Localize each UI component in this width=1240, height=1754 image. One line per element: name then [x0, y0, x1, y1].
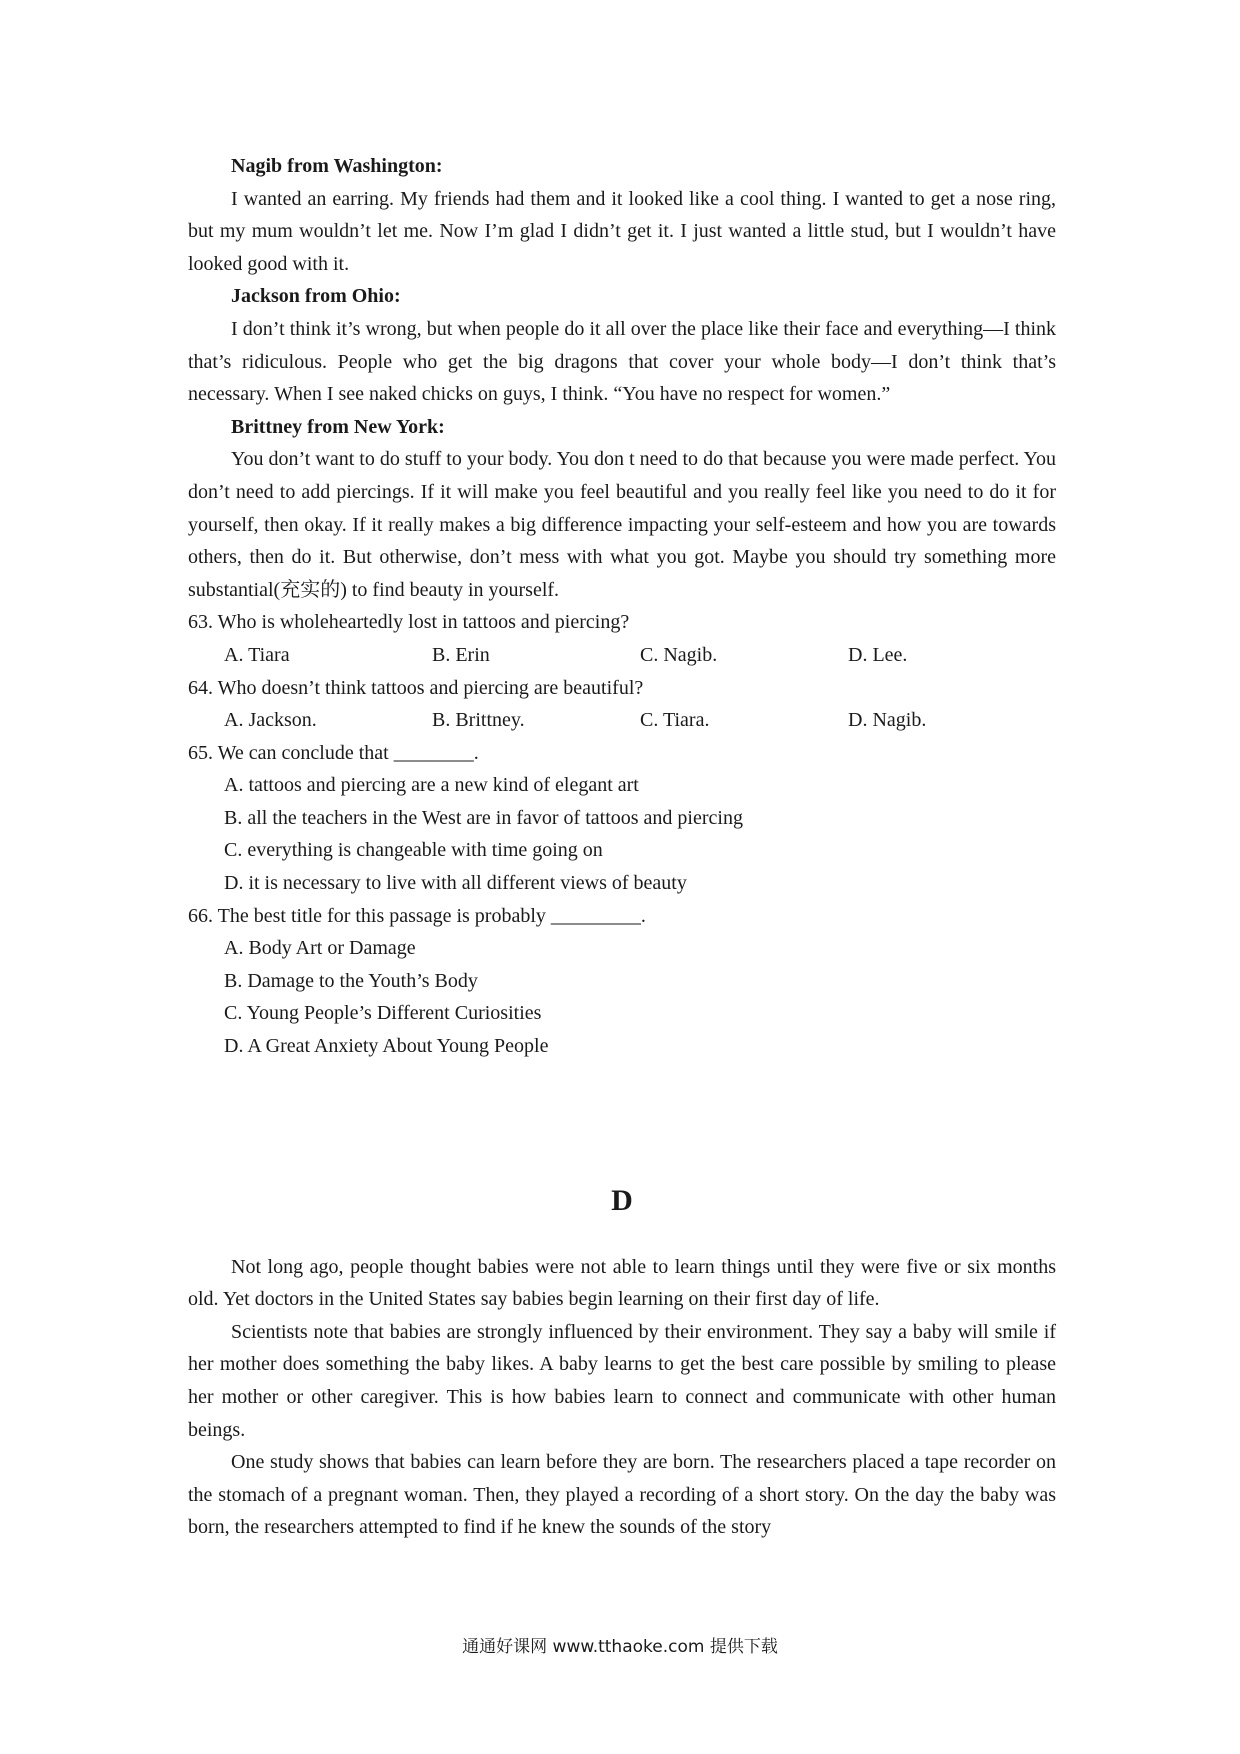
option-d: D. A Great Anxiety About Young People	[224, 1035, 549, 1058]
option-b: B. Erin	[432, 643, 490, 666]
question-63-options	[188, 639, 1056, 672]
passage-d-paragraph-2: Scientists note that babies are strongly influenced by their environment. They say a baby will smile if her mother does something the baby likes. A baby learns to get the best care possible by smiling to please her mother or other caregiver. This is how babies learn to connect and communicate with other human beings.	[188, 1320, 1056, 1441]
option-c: C. Tiara.	[640, 709, 710, 732]
option-a: A. Jackson.	[224, 709, 317, 732]
page-content	[188, 150, 1056, 1544]
passage-d-paragraph-1: Not long ago, people thought babies were not able to learn things until they were five or six months old. Yet doctors in the United States say babies begin learning on their first day of life.	[188, 1255, 1056, 1311]
option-c: C. Young People’s Different Curiosities	[224, 1002, 542, 1025]
page-footer: 通通好课网 www.tthaoke.com 提供下载	[462, 1637, 778, 1657]
speaker-text-brittney: You don’t want to do stuff to your body. You don t need to do that because you were made perfect. You don’t need to add piercings. If it will make you feel beautiful and you really feel like you need to do it for yourself, then okay. If it really makes a big difference impacting your self-esteem and how you are towards others, then do it. But otherwise, don’t mess with what you got. Maybe you should try something more substantial(充实的) to find beauty in yourself.	[188, 448, 1056, 601]
option-b: B. Damage to the Youth’s Body	[224, 969, 478, 992]
option-a: A. Body Art or Damage	[224, 937, 416, 960]
option-c: C. Nagib.	[640, 643, 718, 666]
option-a: A. tattoos and piercing are a new kind of elegant art	[224, 774, 639, 797]
question-63: 63. Who is wholeheartedly lost in tattoos and piercing?	[188, 611, 630, 634]
option-b: B. Brittney.	[432, 709, 525, 732]
option-d: D. Nagib.	[848, 709, 927, 732]
option-d: D. Lee.	[848, 643, 908, 666]
speaker-heading-nagib: Nagib from Washington:	[231, 155, 443, 177]
speaker-heading-brittney: Brittney from New York:	[231, 415, 445, 438]
option-c: C. everything is changeable with time going on	[224, 839, 603, 862]
speaker-heading-jackson: Jackson from Ohio:	[231, 285, 401, 308]
speaker-text-jackson: I don’t think it’s wrong, but when people do it all over the place like their face and everything—I think that’s ridiculous. People who get the big dragons that cover your whole body—I don’t think that’s necessary. When I see naked chicks on guys, I think. “You have no respect for women.”	[188, 317, 1056, 406]
option-a: A. Tiara	[224, 643, 290, 666]
question-64: 64. Who doesn’t think tattoos and piercing are beautiful?	[188, 676, 644, 699]
section-title-d: D	[611, 1183, 633, 1217]
passage-d-paragraph-3: One study shows that babies can learn before they are born. The researchers placed a tape recorder on the stomach of a pregnant woman. Then, they played a recording of a short story. On the day the baby was born, the researchers attempted to find if he knew the sounds of the story	[188, 1451, 1056, 1539]
speaker-text-nagib: I wanted an earring. My friends had them and it looked like a cool thing. I wanted to get a nose ring, but my mum wouldn’t let me. Now I’m glad I didn’t get it. I just wanted a little stud, but I wouldn’t have looked good with it.	[188, 187, 1056, 275]
question-65: 65. We can conclude that ________.	[188, 741, 479, 764]
option-b: B. all the teachers in the West are in favor of tattoos and piercing	[224, 806, 743, 829]
question-64-options	[188, 704, 1056, 737]
question-66: 66. The best title for this passage is probably _________.	[188, 904, 646, 927]
option-d: D. it is necessary to live with all different views of beauty	[224, 872, 687, 895]
